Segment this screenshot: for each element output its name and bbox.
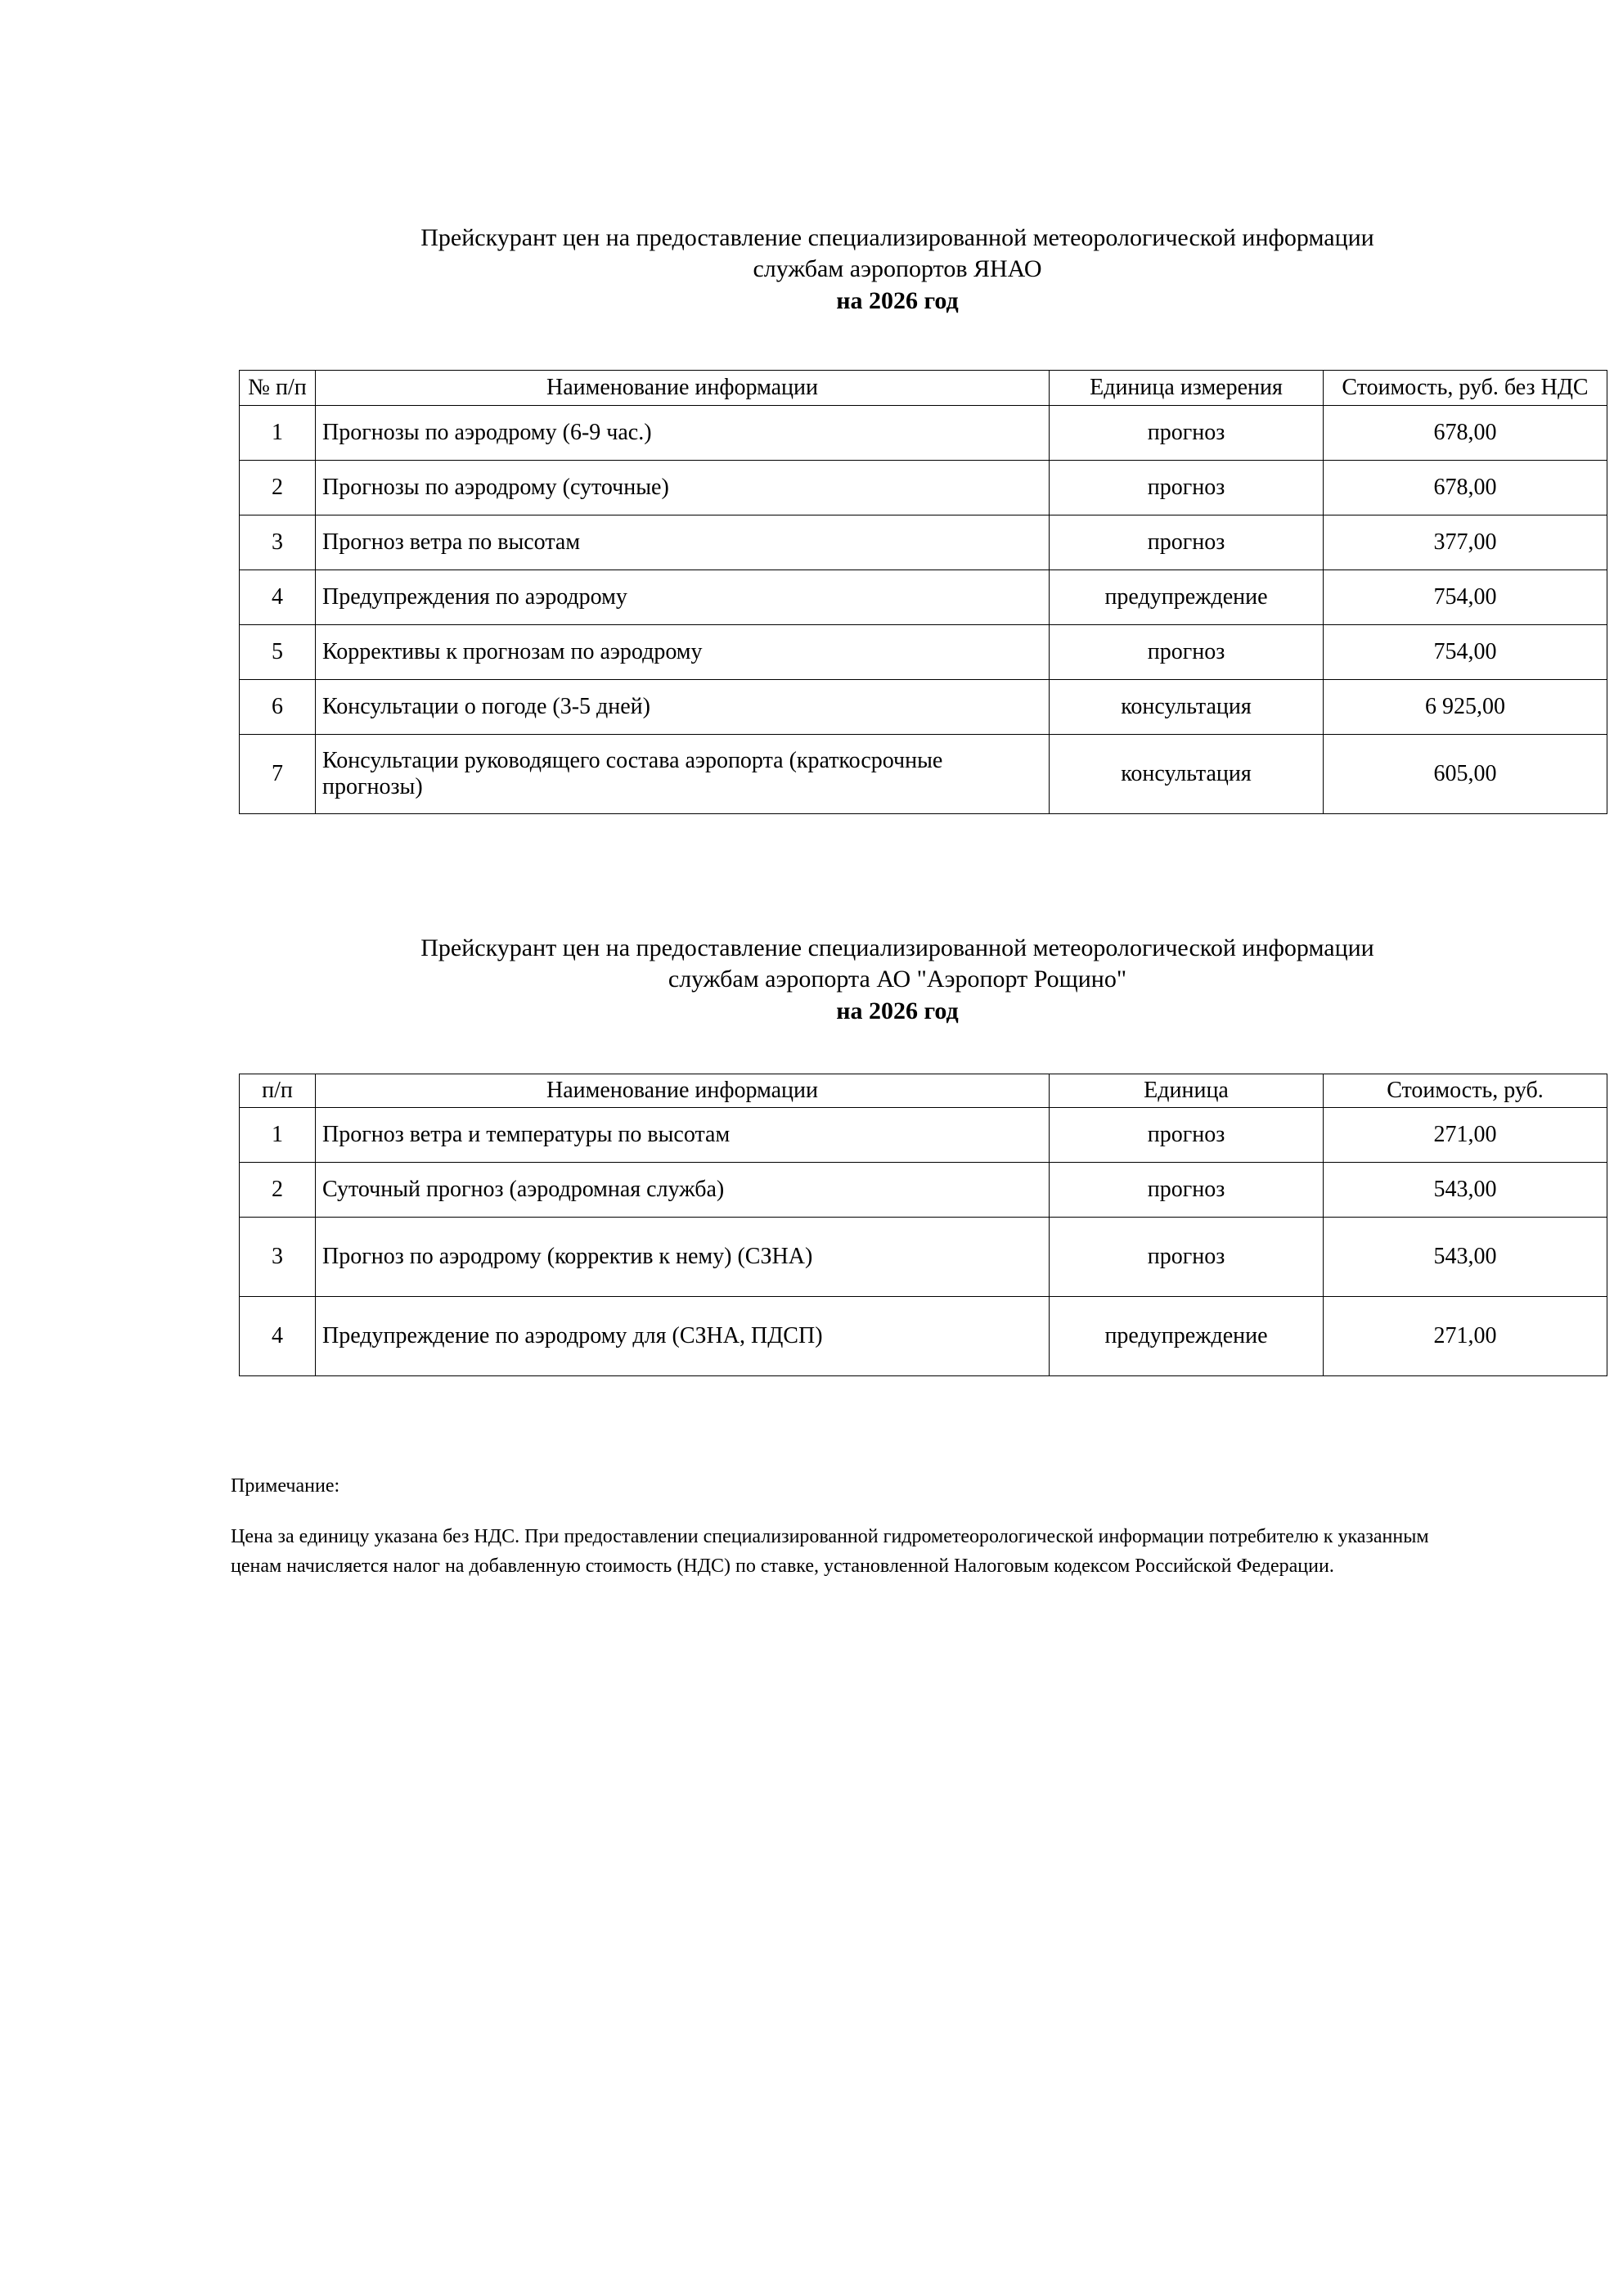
table-row: 3 Прогноз ветра по высотам прогноз 377,00 bbox=[240, 515, 1607, 570]
section2-title-year: на 2026 год bbox=[836, 997, 959, 1024]
header-unit: Единица измерения bbox=[1050, 371, 1324, 406]
header-name: Наименование информации bbox=[316, 371, 1050, 406]
table-row: 2 Суточный прогноз (аэродромная служба) прогноз 543,00 bbox=[240, 1163, 1607, 1218]
table-row: 6 Консультации о погоде (3-5 дней) консультация 6 925,00 bbox=[240, 680, 1607, 735]
table-row: 4 Предупреждения по аэродрому предупреждение 754,00 bbox=[240, 570, 1607, 625]
section1-title-line1: Прейскурант цен на предоставление специализированной метеорологической информации bbox=[420, 224, 1374, 251]
header-name: Наименование информации bbox=[316, 1074, 1050, 1108]
section2-title-line1: Прейскурант цен на предоставление специализированной метеорологической информации bbox=[420, 934, 1374, 961]
table-header-row bbox=[240, 371, 1607, 406]
note-block bbox=[231, 1471, 1450, 1581]
price-table-roshchino bbox=[239, 1074, 1607, 1376]
table-header-row bbox=[240, 1074, 1607, 1108]
note-label: Примечание: bbox=[231, 1475, 340, 1497]
table-row: 4 Предупреждение по аэродрому для (СЗНА, ПДСП) предупреждение 271,00 bbox=[240, 1297, 1607, 1376]
price-table-yanao bbox=[239, 370, 1607, 814]
table-row: 5 Коррективы к прогнозам по аэродрому прогноз 754,00 bbox=[240, 625, 1607, 680]
table-row: 1 Прогноз ветра и температуры по высотам прогноз 271,00 bbox=[240, 1108, 1607, 1163]
section2-title bbox=[239, 933, 1556, 1027]
note-text: Цена за единицу указана без НДС. При предоставлении специализированной гидрометеорологической информации потребителю к указанным ценам начисляется налог на добавленную стоимость (НДС) по ставке, установленной Налоговым кодексом Российской Федерации. bbox=[231, 1526, 1429, 1577]
header-cost: Стоимость, руб. bbox=[1324, 1074, 1607, 1108]
table-row: 1 Прогнозы по аэродрому (6-9 час.) прогноз 678,00 bbox=[240, 406, 1607, 461]
header-unit: Единица bbox=[1050, 1074, 1324, 1108]
table-row: 7 Консультации руководящего состава аэропорта (краткосрочные прогнозы) консультация 605,00 bbox=[240, 735, 1607, 814]
header-number: № п/п bbox=[240, 371, 316, 406]
section1-title bbox=[239, 223, 1556, 317]
section1-title-line2: службам аэропортов ЯНАО bbox=[753, 255, 1042, 283]
header-cost: Стоимость, руб. без НДС bbox=[1324, 371, 1607, 406]
section2-title-line2: службам аэропорта АО "Аэропорт Рощино" bbox=[668, 966, 1127, 993]
section1-title-year: на 2026 год bbox=[836, 286, 959, 314]
header-number: п/п bbox=[240, 1074, 316, 1108]
table-row: 2 Прогнозы по аэродрому (суточные) прогноз 678,00 bbox=[240, 461, 1607, 515]
table-row: 3 Прогноз по аэродрому (корректив к нему) (СЗНА) прогноз 543,00 bbox=[240, 1218, 1607, 1297]
